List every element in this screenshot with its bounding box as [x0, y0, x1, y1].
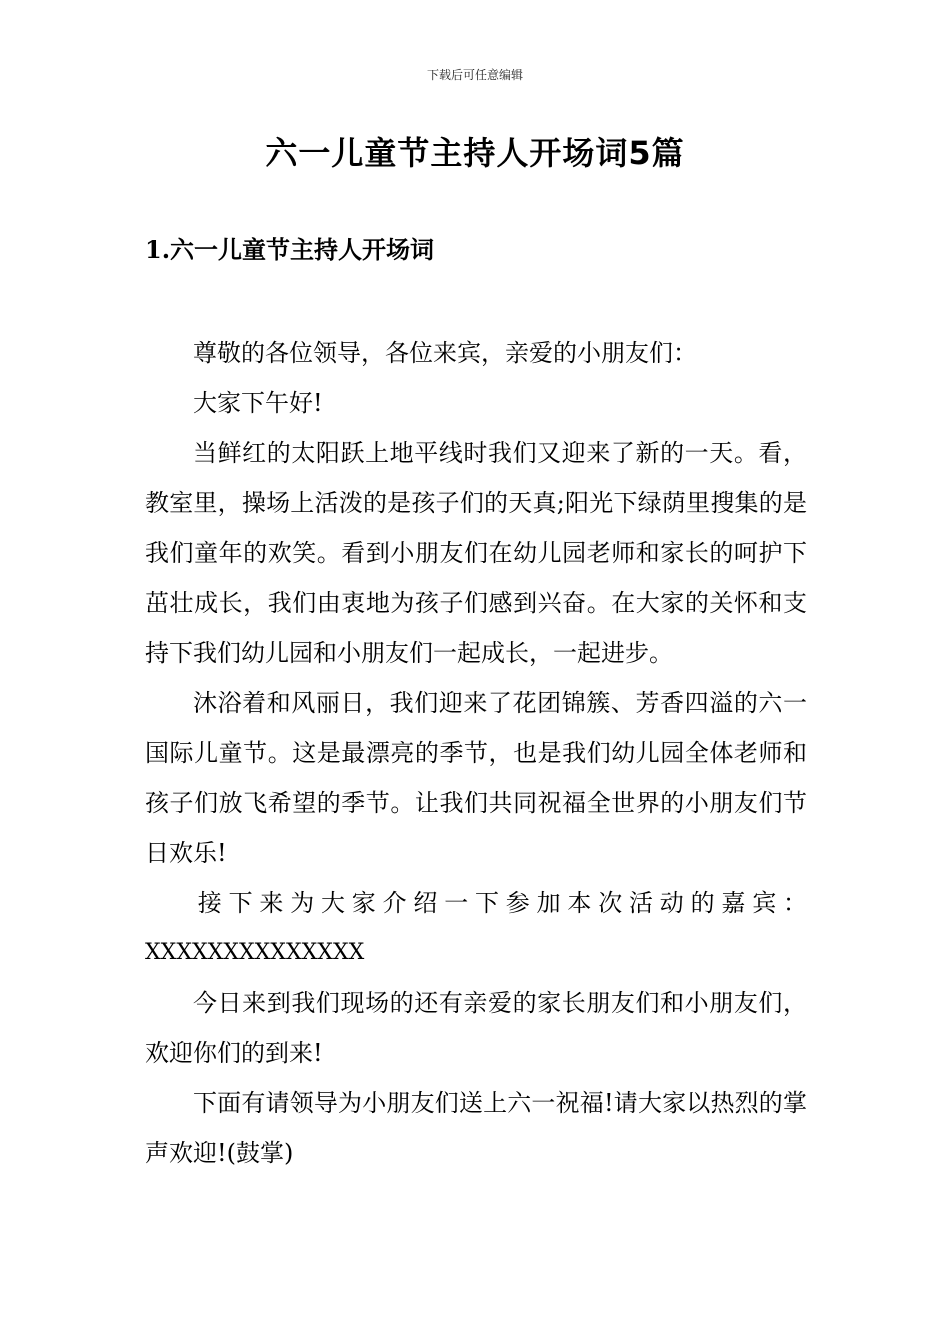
- guest-placeholder: XXXXXXXXXXXXXX: [145, 940, 365, 965]
- paragraph-blessing: 下面有请领导为小朋友们送上六一祝福!请大家以热烈的掌声欢迎!(鼓掌): [145, 1089, 807, 1167]
- paragraph-guest-intro: 接下来为大家介绍一下参加本次活动的嘉宾：: [197, 889, 807, 917]
- paragraph-hello: 大家下午好!: [193, 389, 323, 417]
- paragraph-greeting: 尊敬的各位领导，各位来宾，亲爱的小朋友们：: [193, 339, 697, 367]
- page-header-note: 下载后可任意编辑: [426, 68, 523, 82]
- document-title: 六一儿童节主持人开场词5篇: [265, 134, 685, 172]
- section-heading: 1.六一儿童节主持人开场词: [145, 235, 435, 264]
- paragraph-parents: 今日来到我们现场的还有亲爱的家长朋友们和小朋友们，欢迎你们的到来!: [145, 989, 807, 1067]
- paragraph-festival: 沐浴着和风丽日，我们迎来了花团锦簇、芳香四溢的六一国际儿童节。这是最漂亮的季节，也是我们幼儿园全体老师和孩子们放飞希望的季节。让我们共同祝福全世界的小朋友们节日欢乐!: [145, 689, 807, 867]
- paragraph-sunrise: 当鲜红的太阳跃上地平线时我们又迎来了新的一天。看，教室里，操场上活泼的是孩子们的天真;阳光下绿荫里搜集的是我们童年的欢笑。看到小朋友们在幼儿园老师和家长的呵护下茁壮成长，我们由衷地为孩子们感到兴奋。在大家的关怀和支持下我们幼儿园和小朋友们一起成长，一起进步。: [145, 439, 807, 667]
- document-body: [145, 328, 807, 1178]
